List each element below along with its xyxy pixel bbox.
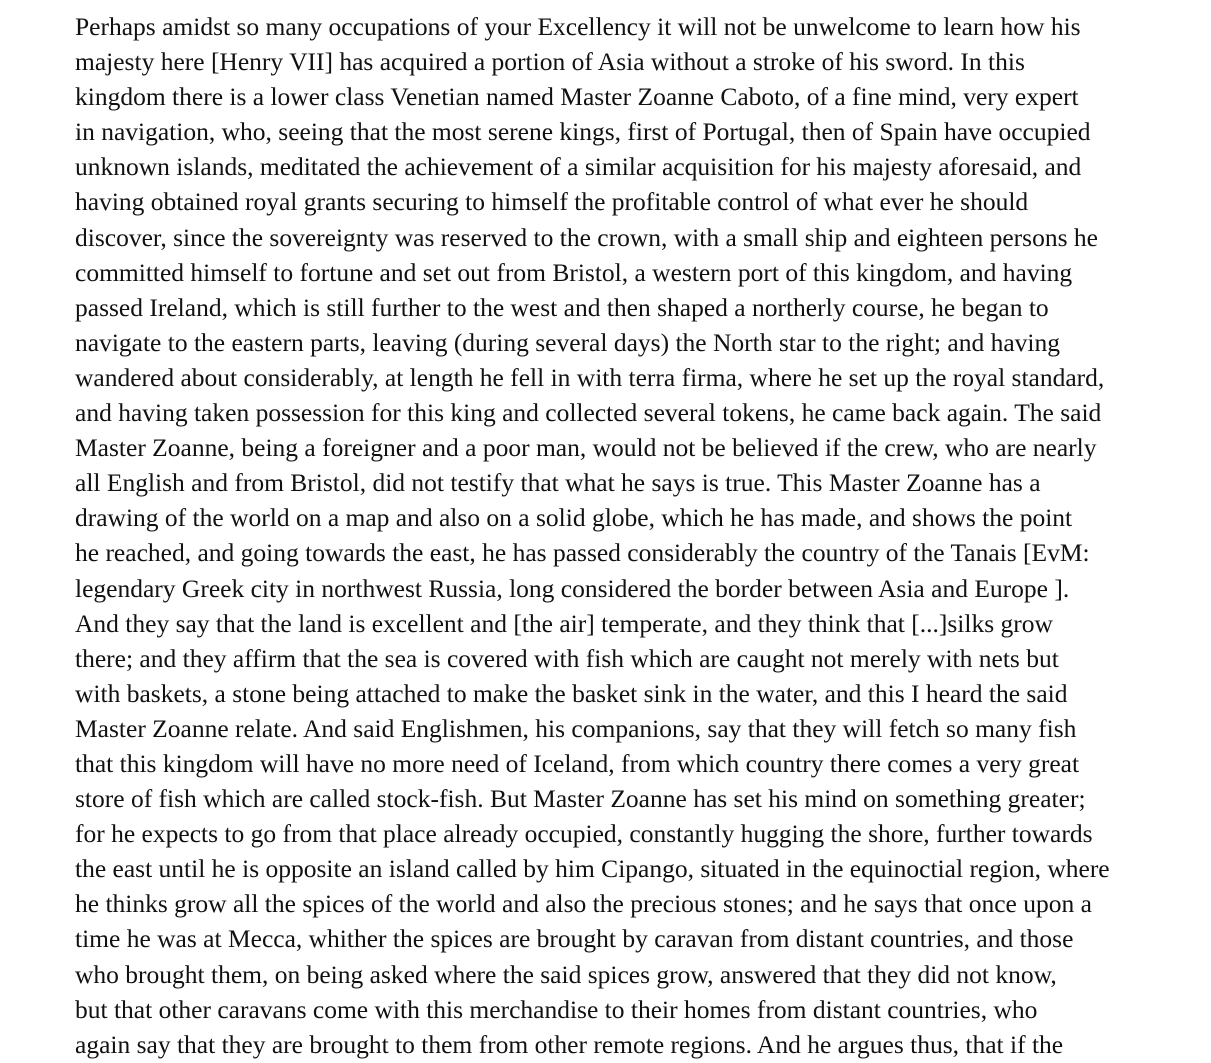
text-line: that this kingdom will have no more need of Iceland, from which country there comes a very great	[75, 748, 1080, 778]
text-line: who brought them, on being asked where the said spices grow, answered that they did not know,	[75, 959, 1057, 989]
text-line: kingdom there is a lower class Venetian named Master Zoanne Caboto, of a fine mind, very expert	[75, 82, 1079, 112]
text-line: And they say that the land is excellent and [the air] temperate, and they think that [...]silks grow	[75, 608, 1053, 638]
text-line: store of fish which are called stock-fish. But Master Zoanne has set his mind on something greater;	[75, 784, 1086, 814]
text-line: committed himself to fortune and set out from Bristol, a western port of this kingdom, and having	[75, 257, 1073, 287]
text-line: drawing of the world on a map and also on a solid globe, which he has made, and shows the point	[75, 503, 1073, 533]
text-line: with baskets, a stone being attached to make the basket sink in the water, and this I heard the said	[75, 678, 1068, 708]
text-line: legendary Greek city in northwest Russia, long considered the border between Asia and Europe ].	[75, 573, 1070, 603]
text-line: navigate to the eastern parts, leaving (during several days) the North star to the right; and having	[75, 327, 1060, 357]
text-line: majesty here [Henry VII] has acquired a portion of Asia without a stroke of his sword. In this	[75, 47, 1025, 77]
text-line: Master Zoanne relate. And said Englishmen, his companions, say that they will fetch so many fish	[75, 713, 1077, 743]
text-line: there; and they affirm that the sea is covered with fish which are caught not merely with nets but	[75, 643, 1059, 673]
text-line: he reached, and going towards the east, he has passed considerably the country of the Tanais [EvM:	[75, 538, 1090, 568]
text-line: time he was at Mecca, whither the spices are brought by caravan from distant countries, and those	[75, 924, 1074, 954]
text-line: Perhaps amidst so many occupations of your Excellency it will not be unwelcome to learn how his	[75, 12, 1081, 41]
letter-paragraph	[75, 9, 1195, 1062]
text-line: having obtained royal grants securing to himself the profitable control of what ever he should	[75, 187, 1029, 217]
text-line: and having taken possession for this king and collected several tokens, he came back again. The said	[75, 398, 1102, 428]
text-line: unknown islands, meditated the achievement of a similar acquisition for his majesty aforesaid, and	[75, 152, 1082, 182]
text-line: discover, since the sovereignty was reserved to the crown, with a small ship and eighteen persons he	[75, 222, 1098, 252]
text-line: in navigation, who, seeing that the most serene kings, first of Portugal, then of Spain have occupied	[75, 117, 1091, 147]
text-line: again say that they are brought to them from other remote regions. And he argues thus, that if the	[75, 1029, 1064, 1059]
text-line: passed Ireland, which is still further to the west and then shaped a northerly course, he began to	[75, 292, 1049, 322]
text-line: wandered about considerably, at length he fell in with terra firma, where he set up the royal standard,	[75, 362, 1105, 392]
text-line: for he expects to go from that place already occupied, constantly hugging the shore, further towards	[75, 819, 1093, 849]
text-line: but that other caravans come with this merchandise to their homes from distant countries, who	[75, 994, 1038, 1024]
text-line: all English and from Bristol, did not testify that what he says is true. This Master Zoanne has a	[75, 468, 1041, 498]
text-line: the east until he is opposite an island called by him Cipango, situated in the equinoctial region, where	[75, 854, 1110, 884]
text-line: he thinks grow all the spices of the world and also the precious stones; and he says that once upon a	[75, 889, 1092, 919]
text-line: Master Zoanne, being a foreigner and a poor man, would not be believed if the crew, who are nearly	[75, 433, 1097, 463]
